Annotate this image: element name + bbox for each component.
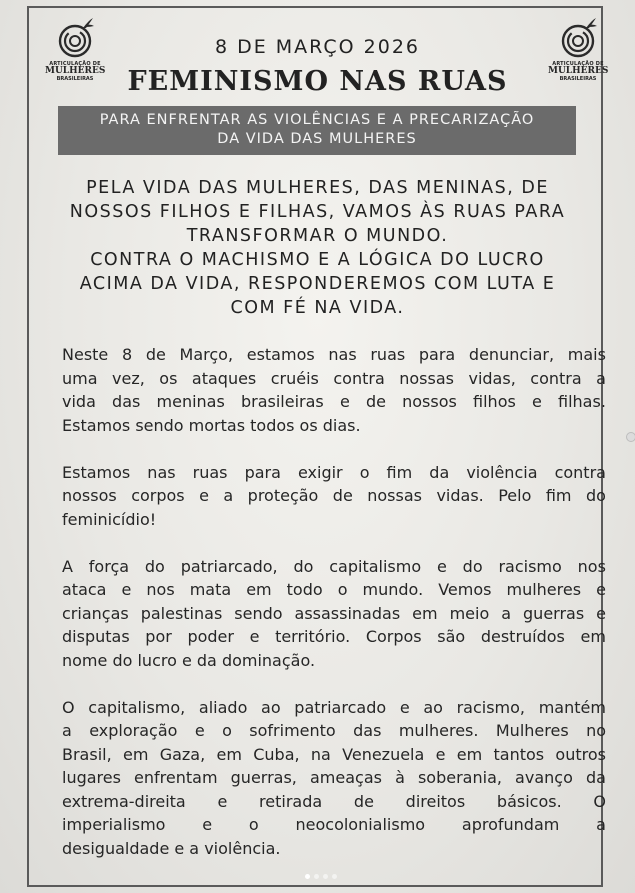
paragraph-gap bbox=[62, 672, 606, 696]
text-line: a exploração e o sofrimento das mulheres. Mulheres no bbox=[62, 721, 606, 740]
body-text bbox=[62, 343, 606, 860]
headline-line: COM FÉ NA VIDA. bbox=[230, 298, 405, 318]
text-line: O capitalismo, aliado ao patriarcado e ao racismo, mantém bbox=[62, 697, 606, 717]
carousel-dot[interactable] bbox=[314, 874, 319, 879]
carousel-indicator[interactable] bbox=[305, 874, 337, 879]
body-paragraph bbox=[62, 343, 606, 437]
body-paragraph bbox=[62, 461, 606, 532]
headline-line: ACIMA DA VIDA, RESPONDEREMOS COM LUTA E bbox=[79, 274, 556, 294]
text-line: desigualdade e a violência. bbox=[62, 838, 281, 858]
paragraph-gap bbox=[62, 531, 606, 555]
event-date: 8 DE MARÇO 2026 bbox=[214, 36, 421, 58]
paragraph-gap bbox=[62, 437, 606, 461]
headline-line: CONTRA O MACHISMO E A LÓGICA DO LUCRO bbox=[90, 250, 545, 270]
banner-line: DA VIDA DAS MULHERES bbox=[217, 131, 417, 147]
text-line: Estamos sendo mortas todos os dias. bbox=[62, 415, 361, 435]
carousel-dot[interactable] bbox=[305, 874, 310, 879]
body-paragraph bbox=[62, 696, 606, 861]
headline-line: PELA VIDA DAS MULHERES, DAS MENINAS, DE bbox=[86, 178, 549, 198]
text-line: crianças palestinas sendo assassinadas em meio a guerras e bbox=[62, 603, 606, 623]
headline-line: NOSSOS FILHOS E FILHAS, VAMOS ÀS RUAS PARA bbox=[69, 202, 566, 222]
logo-line1: ARTICULAÇÃO DE bbox=[49, 61, 101, 67]
carousel-dot[interactable] bbox=[323, 874, 328, 879]
text-line: extrema-direita e retirada de direitos básicos. O bbox=[62, 791, 606, 811]
text-line: vida das meninas brasileiras e de nossos filhos e filhas. bbox=[62, 392, 606, 411]
subtitle-banner bbox=[58, 106, 576, 155]
text-line: lugares enfrentam guerras, ameaças à soberania, avanço da bbox=[62, 768, 606, 787]
text-line: nome do lucro e da dominação. bbox=[62, 650, 316, 670]
logo-line3: BRASILEIRAS bbox=[559, 76, 597, 82]
logo-line2: MULHERES bbox=[548, 66, 609, 76]
page-title: FEMINISMO NAS RUAS bbox=[127, 66, 508, 97]
text-line: imperialismo e o neocolonialismo aprofundam a bbox=[62, 815, 606, 834]
text-line: Estamos nas ruas para exigir o fim da violência contra bbox=[62, 462, 606, 482]
body-paragraph bbox=[62, 555, 606, 673]
text-line: A força do patriarcado, do capitalismo e do racismo nos bbox=[62, 556, 606, 576]
headline bbox=[40, 176, 595, 320]
text-line: feminicídio! bbox=[62, 509, 157, 529]
text-line: nossos corpos e a proteção de nossas vidas. Pelo fim do bbox=[62, 486, 606, 505]
banner-line: PARA ENFRENTAR AS VIOLÊNCIAS E A PRECARIZAÇÃO bbox=[99, 112, 535, 128]
carousel-dot[interactable] bbox=[332, 874, 337, 879]
logo-line3: BRASILEIRAS bbox=[56, 76, 94, 82]
logo-line1: ARTICULAÇÃO DE bbox=[552, 61, 604, 67]
text-line: disputas por poder e território. Corpos são destruídos em bbox=[62, 627, 606, 646]
text-line: uma vez, os ataques cruéis contra nossas vidas, contra a bbox=[62, 368, 606, 388]
next-slide-button[interactable] bbox=[626, 432, 635, 442]
logo-line2: MULHERES bbox=[45, 66, 106, 76]
text-line: Neste 8 de Março, estamos nas ruas para denunciar, mais bbox=[62, 345, 606, 364]
text-line: ataca e nos mata em todo o mundo. Vemos mulheres e bbox=[62, 580, 606, 599]
text-line: Brasil, em Gaza, em Cuba, na Venezuela e em tantos outros bbox=[62, 744, 606, 764]
headline-line: TRANSFORMAR O MUNDO. bbox=[186, 226, 449, 246]
